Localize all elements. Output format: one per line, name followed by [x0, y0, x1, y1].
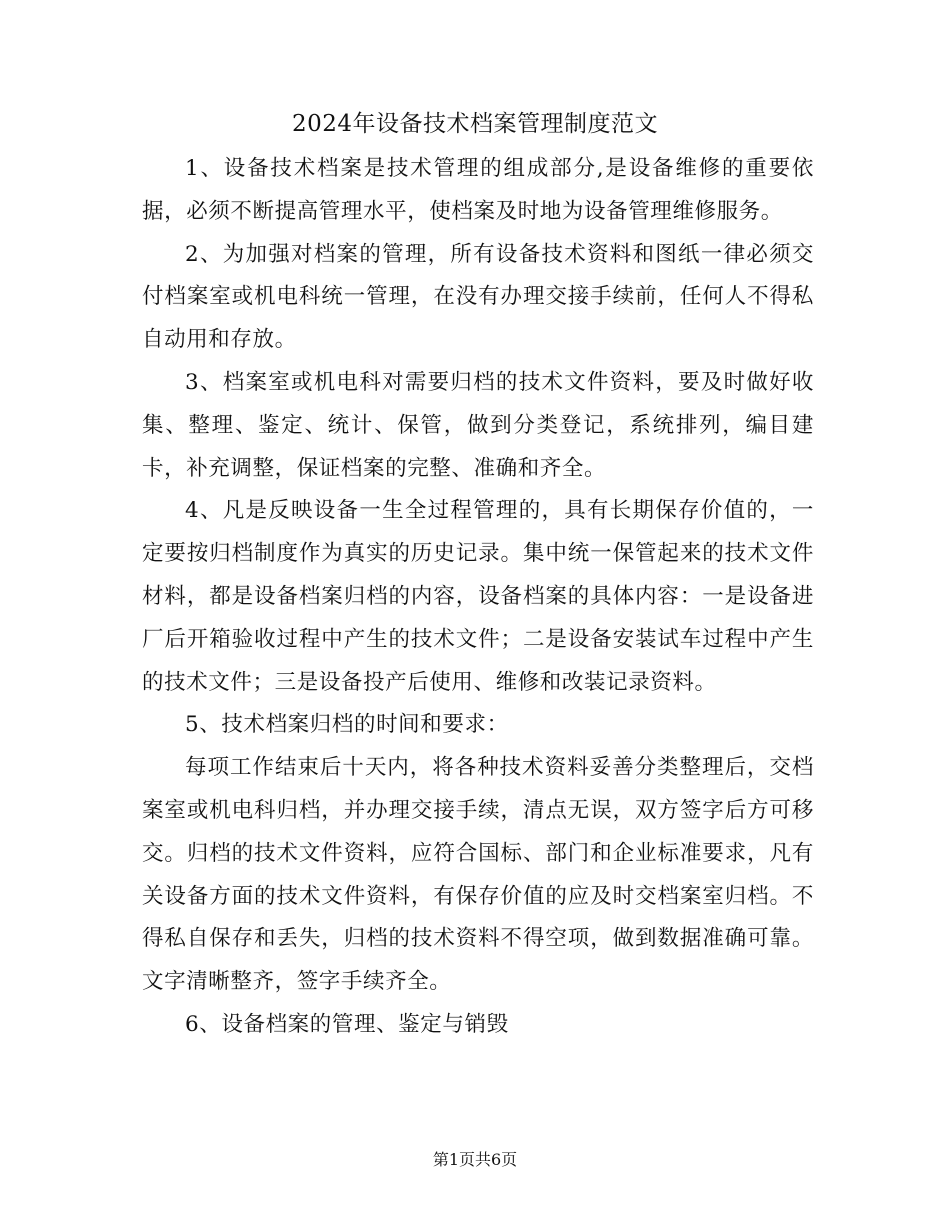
paragraph-4: 4、凡是反映设备一生全过程管理的，具有长期保存价值的，一定要按归档制度作为真实的历史记录。集中统一保管起来的技术文件材料，都是设备档案归档的内容，设备档案的具体内容：一是设备进厂后开箱验收过程中产生的技术文件；二是设备安装试车过程中产生的技术文件；三是设备投产后使用、维修和改装记录资料。 [142, 498, 814, 695]
paragraph-5: 5、技术档案归档的时间和要求： [185, 712, 509, 738]
paragraph-7: 6、设备档案的管理、鉴定与销毁 [185, 1011, 509, 1037]
paragraph-2: 2、为加强对档案的管理，所有设备技术资料和图纸一律必须交付档案室或机电科统一管理，在没有办理交接手续前，任何人不得私自动用和存放。 [142, 241, 814, 353]
document-title: 2024年设备技术档案管理制度范文 [291, 111, 659, 137]
paragraph-1: 1、设备技术档案是技术管理的组成部分,是设备维修的重要依据，必须不断提高管理水平，使档案及时地为设备管理维修服务。 [142, 156, 814, 224]
paragraph-3: 3、档案室或机电科对需要归档的技术文件资料，要及时做好收集、整理、鉴定、统计、保管，做到分类登记，系统排列，编目建卡，补充调整，保证档案的完整、准确和齐全。 [142, 369, 814, 481]
paragraph-6: 每项工作结束后十天内，将各种技术资料妥善分类整理后，交档案室或机电科归档，并办理交接手续，清点无误，双方签字后方可移交。归档的技术文件资料，应符合国标、部门和企业标准要求，凡有关设备方面的技术文件资料，有保存价值的应及时交档案室归档。不得私自保存和丢失，归档的技术资料不得空项，做到数据准确可靠。文字清晰整齐，签字手续齐全。 [142, 755, 814, 995]
page-number-footer: 第1页共6页 [432, 1150, 518, 1169]
document-body [142, 148, 814, 1047]
